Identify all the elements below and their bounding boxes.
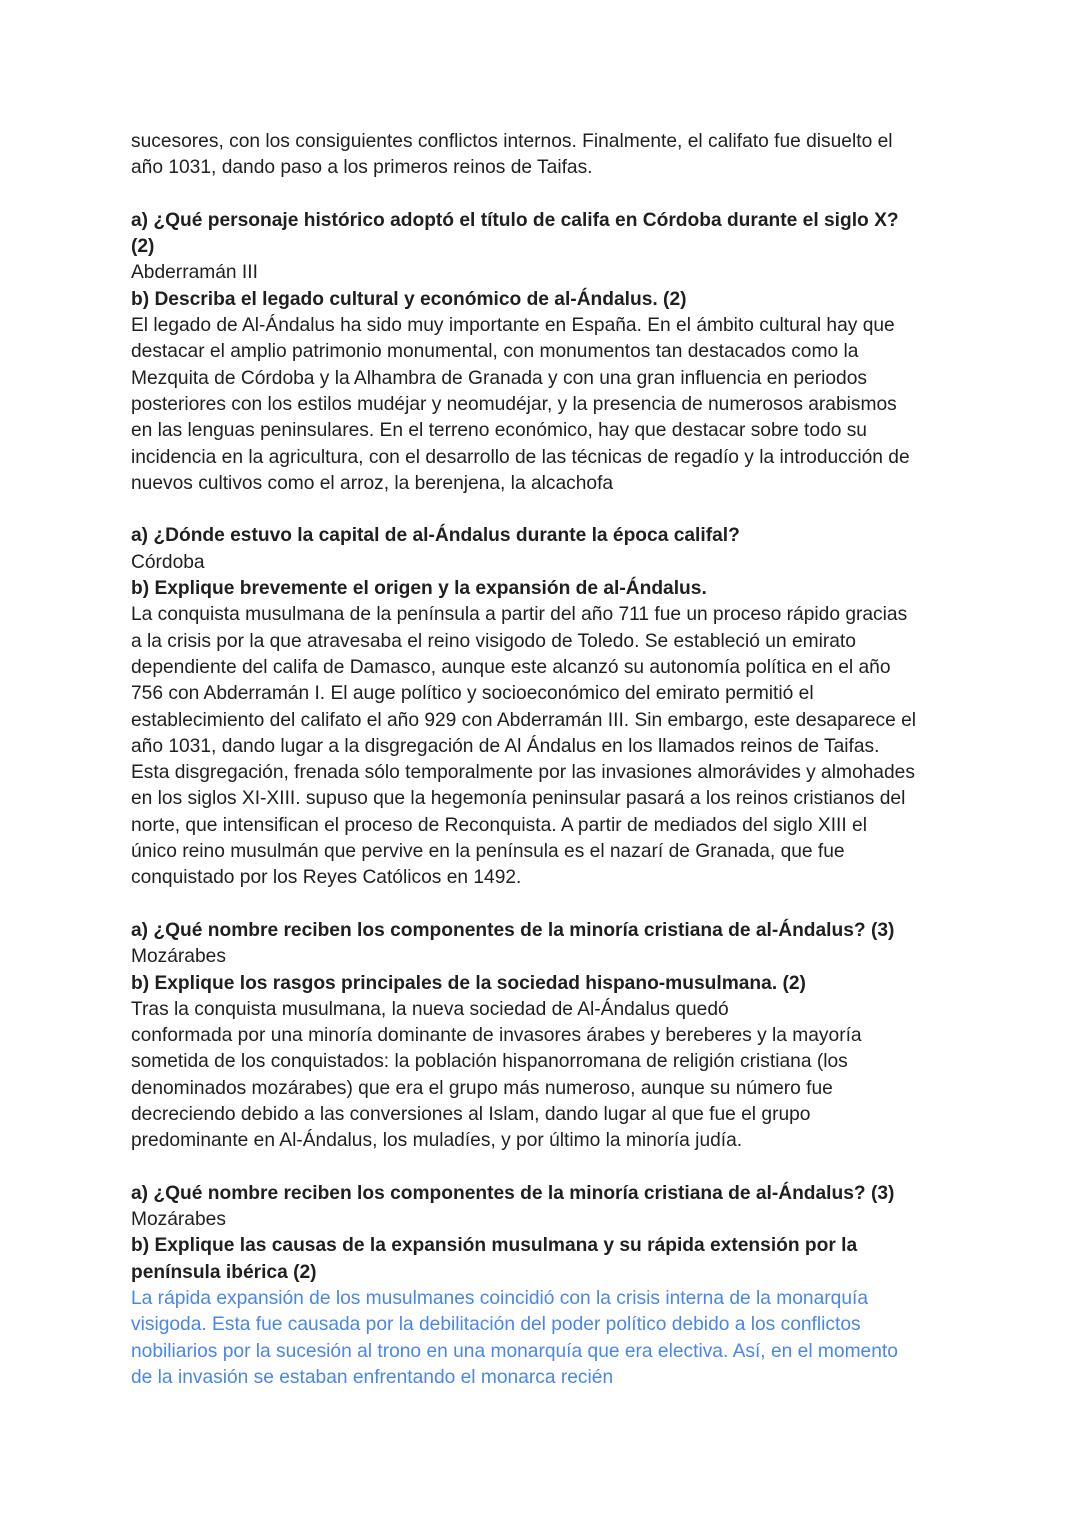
answer-b-line: 756 con Abderramán I. El auge político y socioeconómico del emirato permitió el bbox=[131, 683, 814, 705]
answer-b-line-highlighted: de la invasión se estaban enfrentando el monarca recién bbox=[131, 1366, 614, 1388]
paragraph-gap bbox=[131, 182, 961, 208]
answer-b-line: sometida de los conquistados: la población hispanorromana de religión cristiana (los bbox=[131, 1051, 848, 1073]
answer-b-line: año 1031, dando lugar a la disgregación de Al Ándalus en los llamados reinos de Taifas. bbox=[131, 735, 880, 757]
text-line: año 1031, dando paso a los primeros reinos de Taifas. bbox=[131, 157, 593, 179]
answer-b-line: El legado de Al-Ándalus ha sido muy importante en España. En el ámbito cultural hay que bbox=[131, 315, 895, 337]
answer-b-line: incidencia en la agricultura, con el desarrollo de las técnicas de regadío y la introducción de bbox=[131, 446, 910, 468]
question-a: a) ¿Qué personaje histórico adoptó el título de califa en Córdoba durante el siglo X? bbox=[131, 209, 899, 231]
question-b: b) Describa el legado cultural y económico de al-Ándalus. (2) bbox=[131, 288, 687, 310]
answer-b-line: La conquista musulmana de la península a partir del año 711 fue un proceso rápido gracias bbox=[131, 604, 908, 626]
answer-b-line: predominante en Al-Ándalus, los muladíes, y por último la minoría judía. bbox=[131, 1130, 743, 1152]
answer-b-line: dependiente del califa de Damasco, aunque este alcanzó su autonomía política en el año bbox=[131, 656, 891, 678]
answer-b-line: Esta disgregación, frenada sólo temporalmente por las invasiones almorávides y almohades bbox=[131, 762, 915, 784]
answer-a: Abderramán III bbox=[131, 262, 258, 284]
answer-b-line-highlighted: La rápida expansión de los musulmanes coincidió con la crisis interna de la monarquía bbox=[131, 1288, 869, 1310]
answer-b-line: Tras la conquista musulmana, la nueva sociedad de Al-Ándalus quedó bbox=[131, 998, 729, 1020]
question-a: (2) bbox=[131, 236, 155, 258]
answer-b-line: en las lenguas peninsulares. En el terreno económico, hay que destacar sobre todo su bbox=[131, 420, 867, 442]
question-a: a) ¿Qué nombre reciben los componentes de la minoría cristiana de al-Ándalus? (3) bbox=[131, 919, 895, 941]
answer-b-line: destacar el amplio patrimonio monumental, con monumentos tan destacados como la bbox=[131, 341, 859, 363]
answer-b-line: denominados mozárabes) que era el grupo más numeroso, aunque su número fue bbox=[131, 1077, 833, 1099]
question-block-1 bbox=[131, 208, 961, 497]
answer-b-line: establecimiento del califato el año 929 con Abderramán III. Sin embargo, este desaparece el bbox=[131, 709, 917, 731]
question-block-3 bbox=[131, 918, 961, 1155]
question-a: a) ¿Qué nombre reciben los componentes de la minoría cristiana de al-Ándalus? (3) bbox=[131, 1182, 895, 1204]
answer-b-line: conquistado por los Reyes Católicos en 1492. bbox=[131, 867, 522, 889]
answer-b-line: a la crisis por la que atravesaba el reino visigodo de Toledo. Se estableció un emirato bbox=[131, 630, 856, 652]
answer-a: Mozárabes bbox=[131, 946, 226, 968]
paragraph-gap bbox=[131, 497, 961, 523]
question-b: b) Explique brevemente el origen y la expansión de al-Ándalus. bbox=[131, 578, 707, 600]
text-line: sucesores, con los consiguientes conflictos internos. Finalmente, el califato fue disuelto el bbox=[131, 131, 893, 152]
document-body bbox=[131, 129, 961, 1391]
question-a: a) ¿Dónde estuvo la capital de al-Ándalus durante la época califal? bbox=[131, 525, 740, 547]
question-block-4 bbox=[131, 1181, 961, 1391]
answer-b-line-highlighted: visigoda. Esta fue causada por la debilitación del poder político debido a los conflictos bbox=[131, 1314, 861, 1336]
question-block-2 bbox=[131, 523, 961, 891]
answer-b-line: en los siglos XI-XIII. supuso que la hegemonía peninsular pasará a los reinos cristianos del bbox=[131, 788, 906, 810]
answer-b-line-highlighted: nobiliarios por la sucesión al trono en una monarquía que era electiva. Así, en el momento bbox=[131, 1340, 898, 1362]
paragraph-gap bbox=[131, 892, 961, 918]
answer-b-line: nuevos cultivos como el arroz, la berenjena, la alcachofa bbox=[131, 472, 614, 494]
answer-b-line: Mezquita de Córdoba y la Alhambra de Granada y con una gran influencia en periodos bbox=[131, 367, 867, 389]
intro-paragraph bbox=[131, 129, 961, 182]
question-b: península ibérica (2) bbox=[131, 1261, 317, 1283]
paragraph-gap bbox=[131, 1155, 961, 1181]
question-b: b) Explique los rasgos principales de la sociedad hispano-musulmana. (2) bbox=[131, 972, 806, 994]
answer-a: Córdoba bbox=[131, 551, 205, 573]
question-b: b) Explique las causas de la expansión musulmana y su rápida extensión por la bbox=[131, 1235, 858, 1257]
answer-b-line: conformada por una minoría dominante de invasores árabes y bereberes y la mayoría bbox=[131, 1025, 862, 1047]
answer-a: Mozárabes bbox=[131, 1209, 226, 1231]
answer-b-line: decreciendo debido a las conversiones al Islam, dando lugar al que fue el grupo bbox=[131, 1103, 811, 1125]
answer-b-line: posteriores con los estilos mudéjar y neomudéjar, y la presencia de numerosos arabismos bbox=[131, 393, 897, 415]
answer-b-line: norte, que intensifican el proceso de Reconquista. A partir de mediados del siglo XIII el bbox=[131, 814, 867, 836]
answer-b-line: único reino musulmán que pervive en la península es el nazarí de Granada, que fue bbox=[131, 841, 845, 863]
